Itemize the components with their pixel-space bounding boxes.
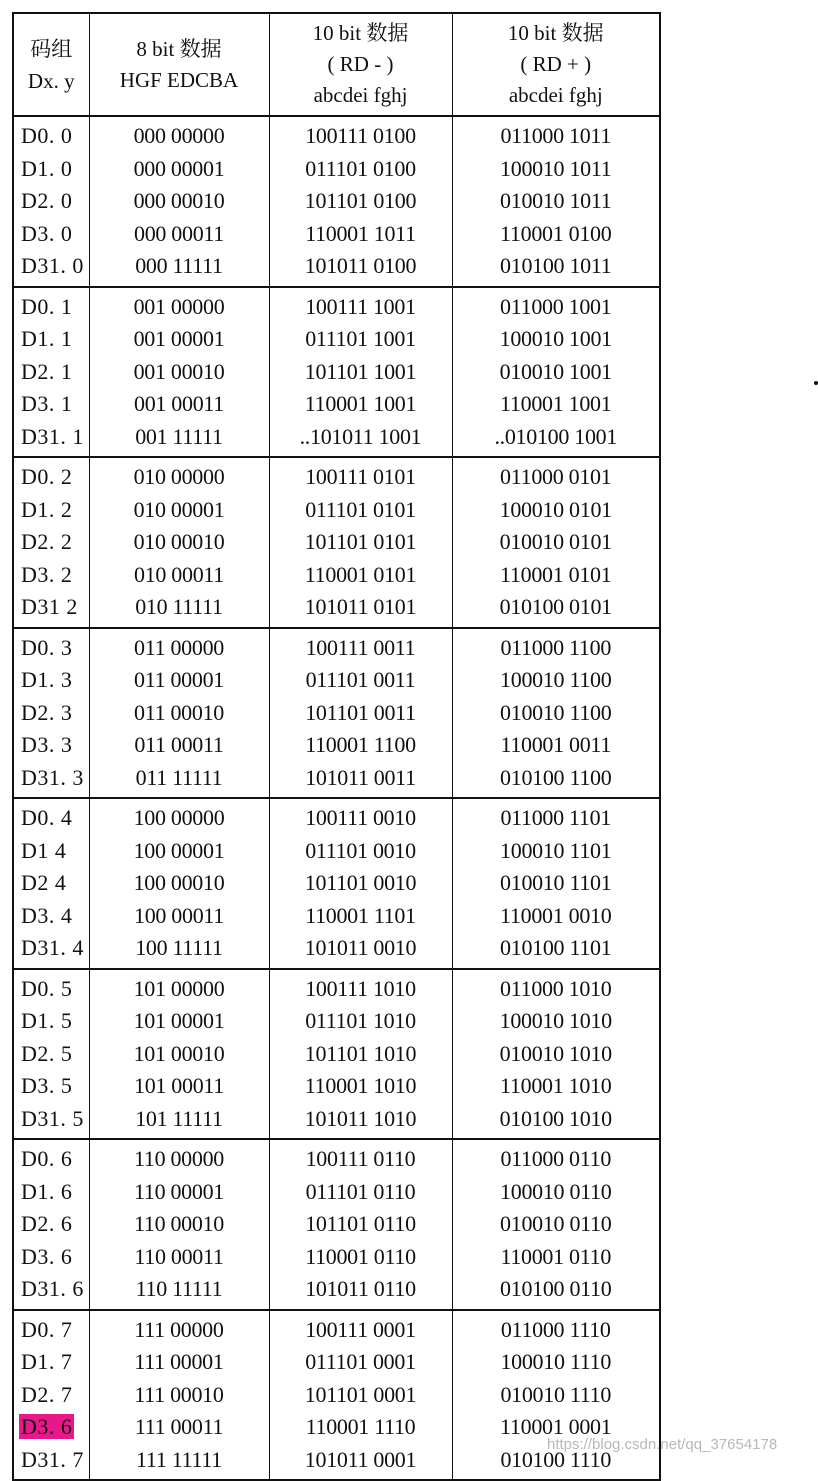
cell-10bit-rd-plus: 110001 0011 <box>452 729 660 762</box>
cell-10bit-rd-minus: 100111 0010 <box>269 798 452 835</box>
header-line: abcdei fghj <box>313 83 408 107</box>
cell-8bit: 000 00001 <box>89 153 269 186</box>
table-row <box>13 323 660 356</box>
cell-10bit-rd-minus: 110001 1110 <box>269 1411 452 1444</box>
cell-10bit-rd-plus: 010100 1010 <box>452 1103 660 1140</box>
cell-10bit-rd-plus: 011000 1100 <box>452 628 660 665</box>
cell-code-group: D31. 3 <box>13 762 89 799</box>
header-line: Dx. y <box>27 68 75 93</box>
cell-10bit-rd-plus: 011000 1101 <box>452 798 660 835</box>
cell-code-group: D31. 1 <box>13 421 89 458</box>
watermark-text: https://blog.csdn.net/qq_37654178 <box>547 1436 778 1453</box>
cell-10bit-rd-minus: 101011 0100 <box>269 250 452 287</box>
cell-8bit: 110 00011 <box>89 1241 269 1274</box>
cell-10bit-rd-plus: 100010 0101 <box>452 494 660 527</box>
cell-code-group: D2. 3 <box>13 697 89 730</box>
cell-10bit-rd-minus: 101011 1010 <box>269 1103 452 1140</box>
cell-code-group: D3. 0 <box>13 218 89 251</box>
cell-10bit-rd-minus: 101101 0011 <box>269 697 452 730</box>
cell-10bit-rd-minus: 101011 0110 <box>269 1273 452 1310</box>
header-10bit-rd-minus <box>269 13 452 116</box>
cell-8bit: 101 00000 <box>89 969 269 1006</box>
cell-code-group <box>13 1411 89 1444</box>
cell-code-group: D1. 6 <box>13 1176 89 1209</box>
cell-10bit-rd-plus: 010010 1011 <box>452 185 660 218</box>
header-line: ( RD - ) <box>327 52 394 76</box>
table-row <box>13 867 660 900</box>
cell-8bit: 101 00010 <box>89 1038 269 1071</box>
cell-code-group: D0. 0 <box>13 116 89 153</box>
cell-10bit-rd-plus: 110001 1010 <box>452 1070 660 1103</box>
cell-10bit-rd-minus: 101101 1010 <box>269 1038 452 1071</box>
table-row <box>13 762 660 799</box>
table-row <box>13 1208 660 1241</box>
cell-10bit-rd-plus: 010100 1101 <box>452 932 660 969</box>
cell-code-group: D2. 0 <box>13 185 89 218</box>
table-row <box>13 1241 660 1274</box>
table-row <box>13 729 660 762</box>
cell-8bit: 101 00001 <box>89 1005 269 1038</box>
stray-dot-mark <box>814 381 818 385</box>
cell-10bit-rd-plus: 010010 1010 <box>452 1038 660 1071</box>
cell-10bit-rd-plus: 010100 0101 <box>452 591 660 628</box>
cell-8bit: 010 00010 <box>89 526 269 559</box>
cell-code-group: D31. 7 <box>13 1444 89 1481</box>
cell-10bit-rd-plus: 010010 0101 <box>452 526 660 559</box>
cell-10bit-rd-minus: 011101 1010 <box>269 1005 452 1038</box>
cell-10bit-rd-minus: 101011 0001 <box>269 1444 452 1481</box>
table-row <box>13 185 660 218</box>
table-row <box>13 116 660 153</box>
cell-8bit: 111 00011 <box>89 1411 269 1444</box>
cell-8bit: 000 00010 <box>89 185 269 218</box>
cell-8bit: 111 11111 <box>89 1444 269 1481</box>
cell-8bit: 010 00001 <box>89 494 269 527</box>
table-row <box>13 1273 660 1310</box>
header-line: abcdei fghj <box>508 83 603 107</box>
cell-10bit-rd-minus: 100111 0011 <box>269 628 452 665</box>
cell-8bit: 011 00001 <box>89 664 269 697</box>
row-group <box>13 1310 660 1481</box>
row-group <box>13 969 660 1140</box>
cell-code-group: D3. 3 <box>13 729 89 762</box>
cell-8bit: 001 00011 <box>89 388 269 421</box>
cell-10bit-rd-minus: 100111 0001 <box>269 1310 452 1347</box>
cell-8bit: 000 11111 <box>89 250 269 287</box>
cell-code-group: D1 4 <box>13 835 89 868</box>
cell-10bit-rd-plus: 110001 0001 <box>452 1411 660 1444</box>
cell-10bit-rd-minus: 100111 0110 <box>269 1139 452 1176</box>
cell-code-group: D2. 5 <box>13 1038 89 1071</box>
cell-code-group: D1. 0 <box>13 153 89 186</box>
cell-10bit-rd-plus: 110001 1001 <box>452 388 660 421</box>
table-row <box>13 421 660 458</box>
cell-10bit-rd-minus: 011101 0101 <box>269 494 452 527</box>
cell-10bit-rd-minus: 101101 0100 <box>269 185 452 218</box>
cell-code-group: D0. 7 <box>13 1310 89 1347</box>
row-group <box>13 1139 660 1310</box>
cell-code-group: D2. 6 <box>13 1208 89 1241</box>
cell-10bit-rd-minus: 110001 1100 <box>269 729 452 762</box>
cell-10bit-rd-plus: 100010 1100 <box>452 664 660 697</box>
cell-8bit: 011 00000 <box>89 628 269 665</box>
cell-10bit-rd-plus: 010100 1110 <box>452 1444 660 1481</box>
table-row <box>13 969 660 1006</box>
cell-code-group: D1. 2 <box>13 494 89 527</box>
cell-10bit-rd-minus: 100111 1001 <box>269 287 452 324</box>
cell-8bit: 100 00001 <box>89 835 269 868</box>
cell-10bit-rd-plus: 010010 1001 <box>452 356 660 389</box>
cell-10bit-rd-plus: ..010100 1001 <box>452 421 660 458</box>
cell-code-group: D0. 2 <box>13 457 89 494</box>
cell-10bit-rd-plus: 010100 1100 <box>452 762 660 799</box>
table-row <box>13 1070 660 1103</box>
cell-10bit-rd-plus: 010010 1101 <box>452 867 660 900</box>
8b10b-code-table <box>12 12 661 1481</box>
cell-10bit-rd-minus: 100111 0100 <box>269 116 452 153</box>
cell-code-group: D31. 0 <box>13 250 89 287</box>
table-row <box>13 457 660 494</box>
table-row <box>13 697 660 730</box>
cell-10bit-rd-plus: 011000 1010 <box>452 969 660 1006</box>
cell-10bit-rd-plus: 011000 1001 <box>452 287 660 324</box>
cell-10bit-rd-minus: ..101011 1001 <box>269 421 452 458</box>
cell-10bit-rd-minus: 011101 0100 <box>269 153 452 186</box>
cell-10bit-rd-minus: 011101 0110 <box>269 1176 452 1209</box>
cell-code-group: D0. 4 <box>13 798 89 835</box>
cell-8bit: 010 11111 <box>89 591 269 628</box>
header-line: 10 bit 数据 <box>507 21 604 45</box>
cell-10bit-rd-minus: 100111 1010 <box>269 969 452 1006</box>
cell-code-group: D3. 5 <box>13 1070 89 1103</box>
cell-8bit: 000 00011 <box>89 218 269 251</box>
cell-code-group: D1. 7 <box>13 1346 89 1379</box>
row-group <box>13 116 660 287</box>
table-row <box>13 1379 660 1412</box>
header-10bit-rd-plus <box>452 13 660 116</box>
header-8bit-data <box>89 13 269 116</box>
cell-code-group: D3. 2 <box>13 559 89 592</box>
cell-code-group: D0. 1 <box>13 287 89 324</box>
cell-code-group: D1. 5 <box>13 1005 89 1038</box>
cell-10bit-rd-minus: 110001 1011 <box>269 218 452 251</box>
table-row <box>13 559 660 592</box>
table-row <box>13 1310 660 1347</box>
cell-10bit-rd-plus: 100010 0110 <box>452 1176 660 1209</box>
cell-10bit-rd-plus: 100010 1011 <box>452 153 660 186</box>
cell-10bit-rd-plus: 110001 0110 <box>452 1241 660 1274</box>
table-row <box>13 1176 660 1209</box>
cell-8bit: 110 00000 <box>89 1139 269 1176</box>
cell-10bit-rd-plus: 010010 1110 <box>452 1379 660 1412</box>
cell-10bit-rd-plus: 011000 1011 <box>452 116 660 153</box>
cell-8bit: 110 00010 <box>89 1208 269 1241</box>
row-group <box>13 287 660 458</box>
cell-10bit-rd-plus: 100010 1110 <box>452 1346 660 1379</box>
cell-8bit: 100 00010 <box>89 867 269 900</box>
cell-10bit-rd-minus: 101011 0011 <box>269 762 452 799</box>
cell-10bit-rd-minus: 011101 0001 <box>269 1346 452 1379</box>
cell-10bit-rd-plus: 110001 0100 <box>452 218 660 251</box>
table-row <box>13 932 660 969</box>
cell-10bit-rd-minus: 101101 0001 <box>269 1379 452 1412</box>
header-code-group <box>13 13 89 116</box>
cell-10bit-rd-plus: 110001 0010 <box>452 900 660 933</box>
cell-8bit: 001 00001 <box>89 323 269 356</box>
cell-8bit: 110 00001 <box>89 1176 269 1209</box>
cell-8bit: 111 00001 <box>89 1346 269 1379</box>
cell-code-group: D2. 7 <box>13 1379 89 1412</box>
header-line: HGF EDCBA <box>119 67 239 92</box>
cell-10bit-rd-minus: 110001 1001 <box>269 388 452 421</box>
cell-10bit-rd-minus: 101011 0010 <box>269 932 452 969</box>
cell-code-group: D0. 6 <box>13 1139 89 1176</box>
cell-10bit-rd-plus: 010010 1100 <box>452 697 660 730</box>
cell-code-group: D31. 4 <box>13 932 89 969</box>
cell-code-group: D1. 1 <box>13 323 89 356</box>
header-line: 8 bit 数据 <box>136 36 222 61</box>
row-group <box>13 628 660 799</box>
cell-8bit: 100 11111 <box>89 932 269 969</box>
cell-8bit: 011 11111 <box>89 762 269 799</box>
cell-8bit: 110 11111 <box>89 1273 269 1310</box>
cell-10bit-rd-minus: 101101 0010 <box>269 867 452 900</box>
cell-10bit-rd-minus: 101011 0101 <box>269 591 452 628</box>
cell-8bit: 001 00010 <box>89 356 269 389</box>
cell-8bit: 010 00000 <box>89 457 269 494</box>
cell-10bit-rd-minus: 110001 1010 <box>269 1070 452 1103</box>
cell-8bit: 100 00000 <box>89 798 269 835</box>
cell-8bit: 100 00011 <box>89 900 269 933</box>
table-row <box>13 1139 660 1176</box>
header-line: ( RD + ) <box>520 52 592 76</box>
cell-code-group: D31. 6 <box>13 1273 89 1310</box>
cell-10bit-rd-plus: 010010 0110 <box>452 1208 660 1241</box>
cell-10bit-rd-minus: 011101 0010 <box>269 835 452 868</box>
cell-10bit-rd-minus: 101101 0110 <box>269 1208 452 1241</box>
cell-10bit-rd-minus: 101101 1001 <box>269 356 452 389</box>
highlighted-code-label: D3. 6 <box>21 1414 73 1439</box>
table-row <box>13 494 660 527</box>
table-row <box>13 1103 660 1140</box>
cell-10bit-rd-minus: 011101 1001 <box>269 323 452 356</box>
header-line: 码组 <box>30 36 73 61</box>
cell-code-group: D3. 4 <box>13 900 89 933</box>
cell-10bit-rd-minus: 110001 0101 <box>269 559 452 592</box>
cell-8bit: 001 00000 <box>89 287 269 324</box>
row-group <box>13 798 660 969</box>
cell-8bit: 101 00011 <box>89 1070 269 1103</box>
cell-code-group: D2. 2 <box>13 526 89 559</box>
cell-10bit-rd-plus: 010100 1011 <box>452 250 660 287</box>
table-row <box>13 287 660 324</box>
table-row <box>13 356 660 389</box>
table-row <box>13 153 660 186</box>
cell-10bit-rd-plus: 011000 0101 <box>452 457 660 494</box>
cell-code-group: D1. 3 <box>13 664 89 697</box>
cell-10bit-rd-minus: 011101 0011 <box>269 664 452 697</box>
table-row <box>13 835 660 868</box>
cell-8bit: 011 00010 <box>89 697 269 730</box>
cell-10bit-rd-plus: 110001 0101 <box>452 559 660 592</box>
cell-10bit-rd-plus: 100010 1001 <box>452 323 660 356</box>
table-row <box>13 218 660 251</box>
cell-10bit-rd-plus: 010100 0110 <box>452 1273 660 1310</box>
cell-10bit-rd-plus: 100010 1101 <box>452 835 660 868</box>
cell-code-group: D31 2 <box>13 591 89 628</box>
cell-10bit-rd-minus: 110001 1101 <box>269 900 452 933</box>
header-row <box>13 13 660 116</box>
cell-8bit: 101 11111 <box>89 1103 269 1140</box>
cell-code-group: D2 4 <box>13 867 89 900</box>
table-row <box>13 628 660 665</box>
cell-10bit-rd-minus: 100111 0101 <box>269 457 452 494</box>
table-row <box>13 250 660 287</box>
cell-8bit: 111 00000 <box>89 1310 269 1347</box>
table-row <box>13 664 660 697</box>
table-row <box>13 900 660 933</box>
cell-8bit: 001 11111 <box>89 421 269 458</box>
table-header <box>13 13 660 116</box>
cell-code-group: D31. 5 <box>13 1103 89 1140</box>
table-row <box>13 798 660 835</box>
cell-code-group: D2. 1 <box>13 356 89 389</box>
cell-10bit-rd-plus: 011000 1110 <box>452 1310 660 1347</box>
cell-code-group: D3. 1 <box>13 388 89 421</box>
cell-10bit-rd-plus: 100010 1010 <box>452 1005 660 1038</box>
cell-8bit: 011 00011 <box>89 729 269 762</box>
cell-code-group: D0. 3 <box>13 628 89 665</box>
cell-8bit: 111 00010 <box>89 1379 269 1412</box>
cell-10bit-rd-plus: 011000 0110 <box>452 1139 660 1176</box>
row-group <box>13 457 660 628</box>
cell-code-group: D3. 6 <box>13 1241 89 1274</box>
cell-8bit: 000 00000 <box>89 116 269 153</box>
cell-code-group: D0. 5 <box>13 969 89 1006</box>
table-row <box>13 1005 660 1038</box>
table-row <box>13 591 660 628</box>
table-row <box>13 388 660 421</box>
cell-8bit: 010 00011 <box>89 559 269 592</box>
header-line: 10 bit 数据 <box>312 21 409 45</box>
table-row <box>13 1346 660 1379</box>
cell-10bit-rd-minus: 110001 0110 <box>269 1241 452 1274</box>
table-row <box>13 526 660 559</box>
cell-10bit-rd-minus: 101101 0101 <box>269 526 452 559</box>
table-row <box>13 1038 660 1071</box>
